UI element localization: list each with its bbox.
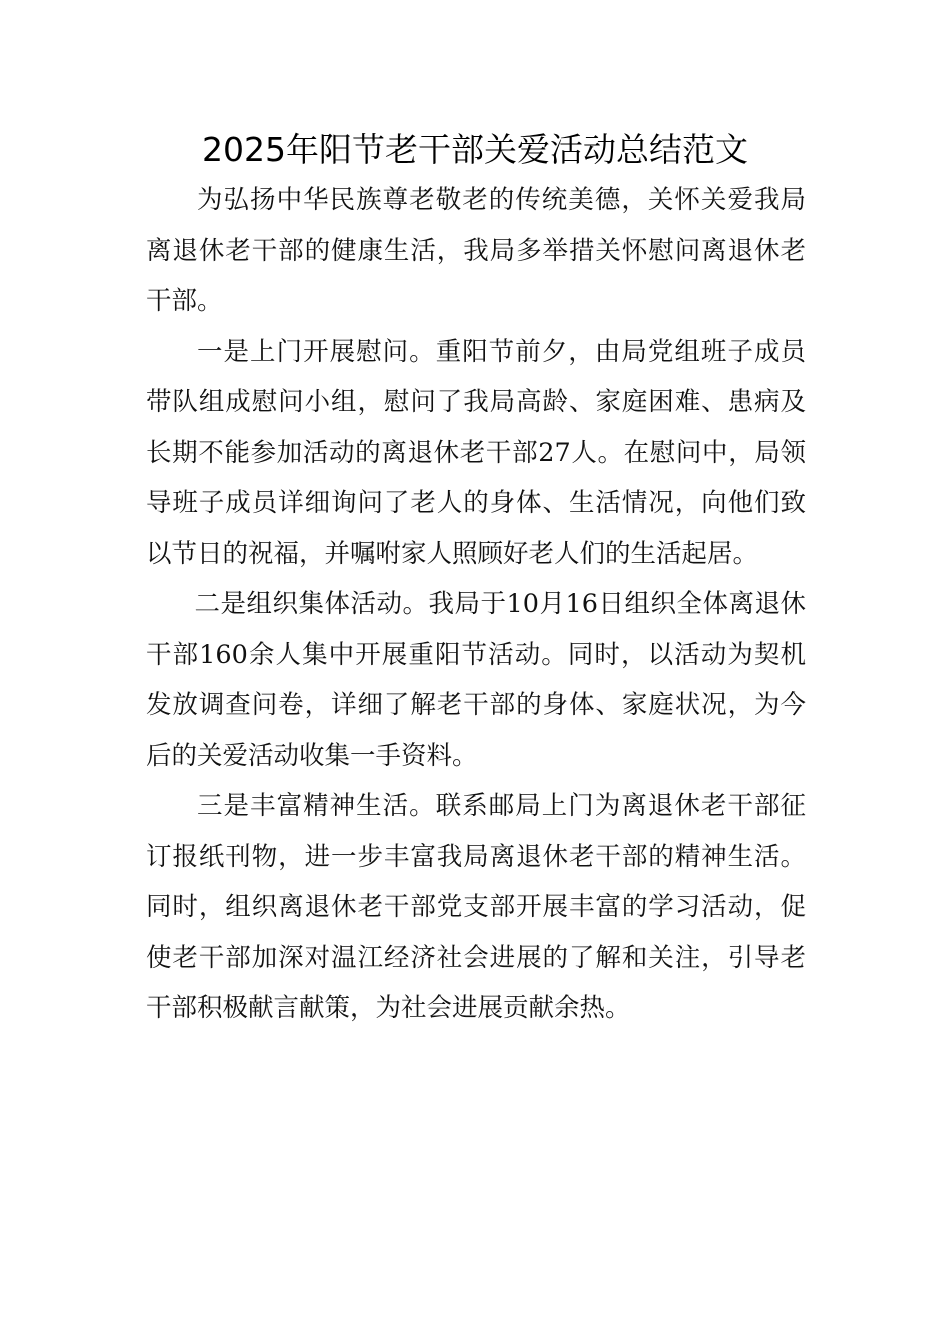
document-title: 2025年阳节老干部关爱活动总结范文 [202,130,748,169]
paragraph-group-activities: 二是组织集体活动。我局于10月16日组织全体离退休干部160余人集中开展重阳节活动。同时，以活动为契机发放调查问卷，详细了解老干部的身体、家庭状况，为今后的关爱活动收集一手资料。 [146,589,806,771]
paragraph-home-visits: 一是上门开展慰问。重阳节前夕，由局党组班子成员带队组成慰问小组，慰问了我局高龄、家庭困难、患病及长期不能参加活动的离退休老干部27人。在慰问中，局领导班子成员详细询问了老人的身体、生活情况，向他们致以节日的祝福，并嘱咐家人照顾好老人们的生活起居。 [146,336,806,569]
document-body [146,175,806,1034]
paragraph-spiritual-life: 三是丰富精神生活。联系邮局上门为离退休老干部征订报纸刊物，进一步丰富我局离退休老干部的精神生活。同时，组织离退休老干部党支部开展丰富的学习活动，促使老干部加深对温江经济社会进展的了解和关注，引导老干部积极献言献策，为社会进展贡献余热。 [146,791,806,1023]
paragraph-intro: 为弘扬中华民族尊老敬老的传统美德，关怀关爱我局离退休老干部的健康生活，我局多举措关怀慰问离退休老干部。 [146,185,806,316]
